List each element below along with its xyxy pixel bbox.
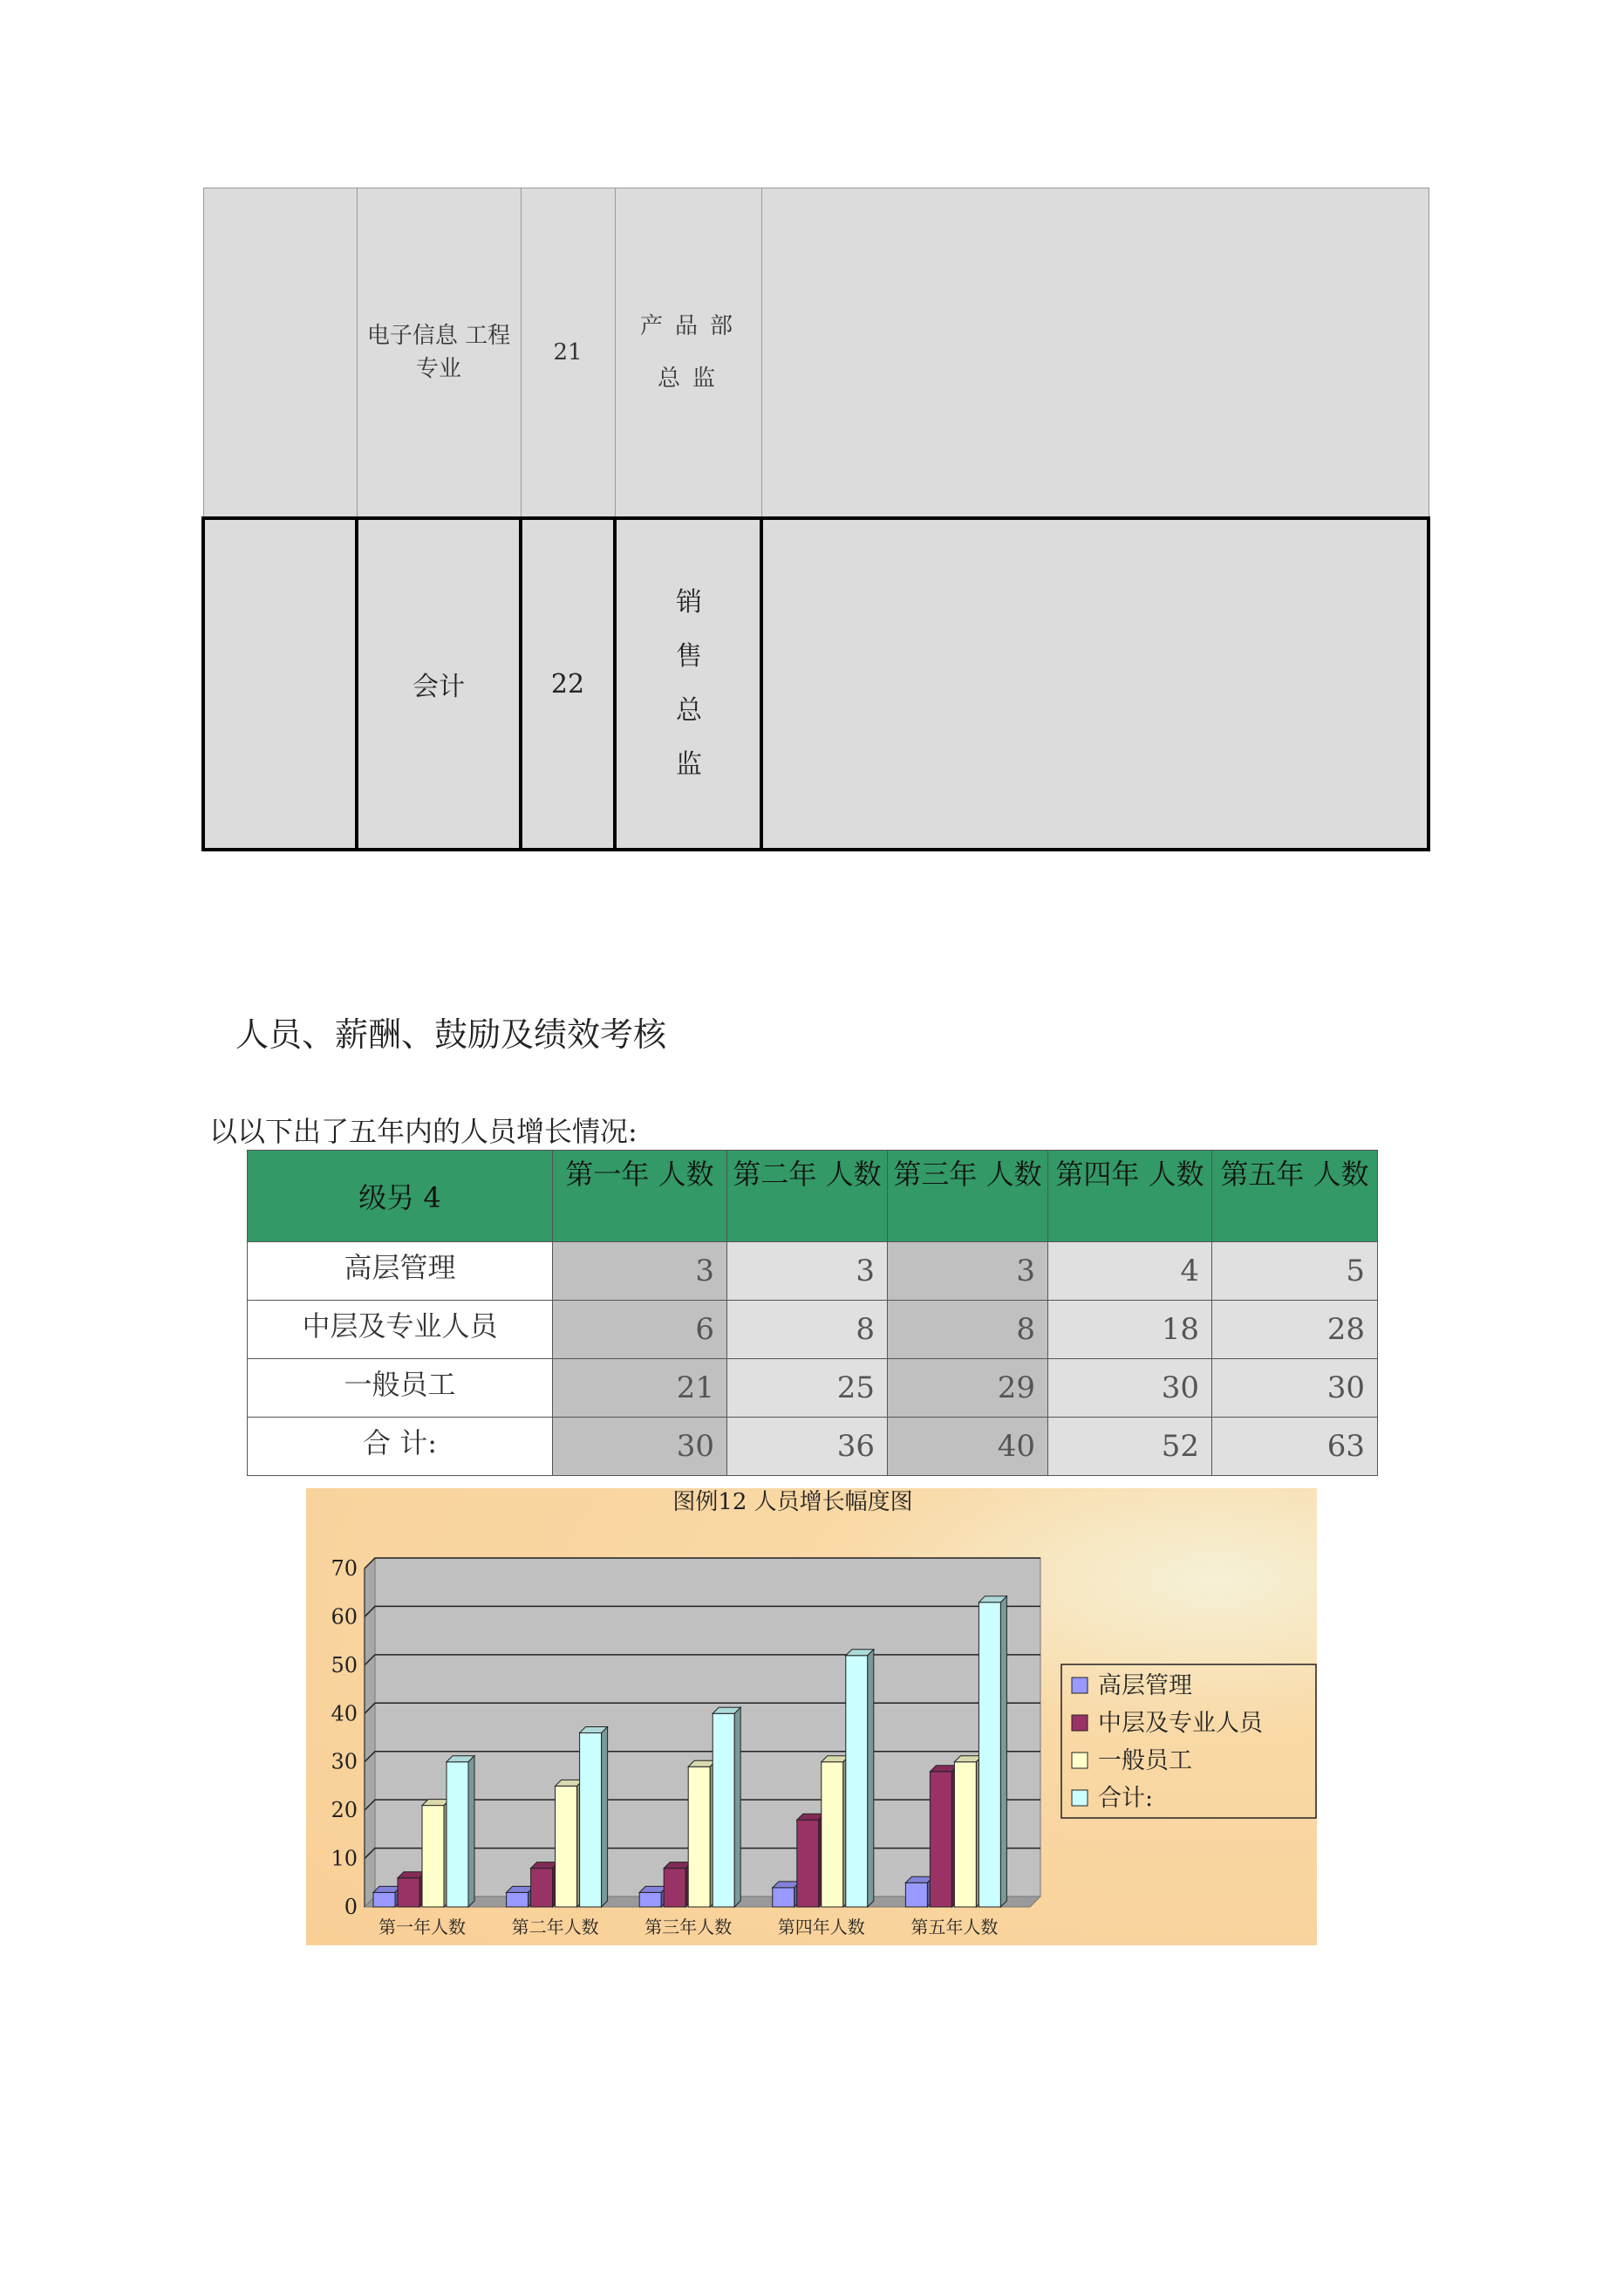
legend-swatch [1072, 1753, 1088, 1768]
table-row [248, 1418, 1378, 1476]
table-cell: 52 [1048, 1418, 1212, 1476]
legend-label: 一般员工 [1098, 1747, 1192, 1774]
y-tick-label: 20 [331, 1798, 358, 1823]
row-label: 中层及专业人员 [248, 1301, 553, 1359]
column-header: 第二年 人数 [727, 1151, 888, 1242]
bar [688, 1760, 716, 1907]
table-cell: 40 [888, 1418, 1048, 1476]
table-cell: 4 [1048, 1242, 1212, 1301]
bar [447, 1756, 474, 1907]
legend-swatch [1072, 1678, 1088, 1693]
y-tick-label: 50 [331, 1652, 358, 1678]
legend [1061, 1664, 1316, 1818]
age-cell: 21 [521, 188, 615, 519]
bar [979, 1596, 1006, 1907]
y-tick-label: 40 [331, 1701, 358, 1726]
section-heading: 人员、薪酬、鼓励及绩效考核 [235, 1015, 667, 1054]
x-tick-label: 第五年人数 [910, 1917, 999, 1937]
empty-cell [203, 518, 357, 850]
bar [846, 1650, 874, 1907]
age-cell: 22 [521, 518, 615, 850]
bar [373, 1886, 401, 1907]
bar [713, 1707, 740, 1907]
legend-swatch [1072, 1790, 1088, 1806]
position-cell: 产品部总监 [615, 188, 761, 519]
column-header: 第三年 人数 [888, 1151, 1048, 1242]
position-cell [615, 518, 761, 850]
staff-table [247, 1150, 1378, 1476]
corner-header: 级另 4 [248, 1151, 553, 1242]
table-cell: 8 [727, 1301, 888, 1359]
table-cell: 6 [553, 1301, 727, 1359]
major-cell: 电子信息 工程专业 [357, 188, 521, 519]
chart-title: 图例12 人员增长幅度图 [672, 1489, 913, 1515]
y-tick-label: 60 [331, 1604, 358, 1630]
bar [556, 1780, 583, 1907]
bar [398, 1872, 426, 1907]
column-header: 第一年 人数 [553, 1151, 727, 1242]
table-cell: 25 [727, 1359, 888, 1418]
table-cell: 29 [888, 1359, 1048, 1418]
position-text: 销售总监 [676, 587, 702, 780]
empty-cell [761, 518, 1429, 850]
x-tick-label: 第一年人数 [378, 1917, 466, 1937]
table-cell: 30 [1048, 1359, 1212, 1418]
column-header: 第四年 人数 [1048, 1151, 1212, 1242]
table-cell: 8 [888, 1301, 1048, 1359]
bar [639, 1886, 667, 1907]
table-cell: 3 [727, 1242, 888, 1301]
table-cell: 63 [1212, 1418, 1378, 1476]
bar [822, 1756, 849, 1907]
y-tick-label: 10 [331, 1846, 358, 1871]
position-table [201, 188, 1430, 851]
bar [507, 1886, 535, 1907]
table-cell: 21 [553, 1359, 727, 1418]
empty-cell [761, 188, 1429, 519]
legend-swatch [1072, 1715, 1088, 1731]
staff-growth-chart [306, 1488, 1317, 1945]
table-cell: 28 [1212, 1301, 1378, 1359]
x-tick-label: 第四年人数 [777, 1917, 865, 1937]
table-cell: 30 [553, 1418, 727, 1476]
table-row [203, 518, 1429, 850]
table-cell: 18 [1048, 1301, 1212, 1359]
bar [422, 1800, 450, 1907]
bar [773, 1882, 801, 1907]
table-row [248, 1301, 1378, 1359]
empty-cell [203, 188, 357, 519]
intro-text: 以以下出了五年内的人员增长情况: [209, 1115, 638, 1148]
table-row [248, 1359, 1378, 1418]
bar [664, 1862, 692, 1907]
chart-svg [306, 1488, 1317, 1945]
bar [580, 1726, 608, 1907]
bar [905, 1876, 933, 1907]
row-label: 合 计: [248, 1418, 553, 1476]
y-tick-label: 30 [331, 1749, 358, 1774]
row-label: 一般员工 [248, 1359, 553, 1418]
major-cell: 会计 [357, 518, 521, 850]
y-tick-label: 70 [331, 1556, 358, 1581]
bar [797, 1814, 825, 1907]
legend-label: 高层管理 [1098, 1672, 1192, 1699]
plot-side-wall [365, 1558, 375, 1907]
y-axis [331, 1556, 365, 1919]
legend-label: 合计: [1098, 1785, 1154, 1812]
x-axis [378, 1917, 998, 1937]
table-cell: 5 [1212, 1242, 1378, 1301]
table-row [248, 1242, 1378, 1301]
y-tick-label: 0 [344, 1895, 358, 1919]
bar [954, 1756, 982, 1907]
row-label: 高层管理 [248, 1242, 553, 1301]
x-tick-label: 第二年人数 [511, 1917, 599, 1937]
bar [930, 1766, 958, 1907]
table-header-row [248, 1151, 1378, 1242]
x-tick-label: 第三年人数 [644, 1917, 733, 1937]
table-cell: 3 [888, 1242, 1048, 1301]
table-cell: 30 [1212, 1359, 1378, 1418]
table-cell: 36 [727, 1418, 888, 1476]
table-row [203, 188, 1429, 519]
bar [531, 1862, 559, 1907]
table-cell: 3 [553, 1242, 727, 1301]
legend-label: 中层及专业人员 [1098, 1710, 1263, 1737]
column-header: 第五年 人数 [1212, 1151, 1378, 1242]
